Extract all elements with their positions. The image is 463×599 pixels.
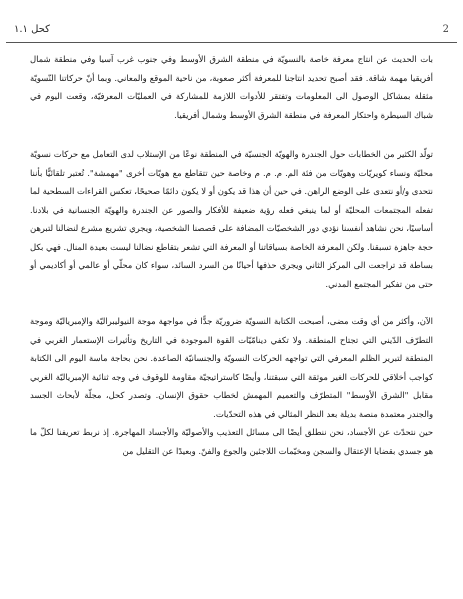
header-divider <box>6 42 457 43</box>
paragraph-gap <box>30 124 433 145</box>
paragraph-4: حين نتحدّث عن الأجساد، نحن ننطلق أيضًا الى مسائل التعذيب والأصوليّة والأجساد المهاجرة. إذ نربط تعريفنا لكلّ ما هو جسدي بقضايا الإعتقال والسجن ومخيّمات اللاجئين والجوع والفنّ. وبعيدًا عن التقليل من <box>30 427 433 456</box>
running-title: كحل ١.١ <box>14 24 50 35</box>
paragraph-2: تولّد الكثير من الخطابات حول الجندرة والهويّة الجنسيّة في المنطقة نوعًا من الإستلاب لدى التعامل مع حركات نسويّة محليّة ونساء كويريّات وهويّات من فئة الم. م. م. م وخاصة حين تتقاطع مع هويّات أخرى "مهمشة". تُعتبر تلقائيًّا بأننا نتحدى و/أو نتعدى على الوضع الراهن. في حين أن هذا قد يكون أو لا يكون دائمًا صحيحًا، تعكس القراءات السطحية لما تفعله المجتمعات المحليّة أو لما ينبغي فعله رؤية ضعيفة للأفكار والصور عن الجندرة والهويّة الجنسانية في بلادنا. أساسيًا، نحن نشاهد أنفسنا نؤدي دور الشخصيّات المضافة على قصصنا الشخصية، ويجري تشريع مشرع لنضالنا لتبرهن حجة جاهزة تسبقنا. ولكن المعرفة الخاصة بسياقاتنا أو المعرفة التي تشعر بتقاطع نضالنا ليست بعيدة المنال. فهي بكل بساطة قد تراجعت الى المركز الثاني ويجري حذفها أحيانًا من السرد السائد، سواء كان محلّي أو عالمي أو أكاديمي أو حتى من تفكير المجتمع المدني. <box>30 149 434 289</box>
page-number: 2 <box>442 24 449 35</box>
page-header <box>0 24 463 38</box>
paragraph-3: الآن، وأكثر من أي وقت مضى، أصبحت الكتابة النسويّة ضروريّة جدًّا في مواجهة موجة النيوليبراليّة والإمبرياليّة وموجة التطرّف الدّيني التي تجتاح المنطقة. ولا تكفي دينامّيّات القوة الموجودة في التاريخ وتأثيرات الإستعمار الغربي في المنطقة لتبرير الظلم المعرفي التي تواجهه الحركات النسويّة والجنسانيّة الصاعدة. نحن بحاجة ماسة اليوم الى الكتابة كواجب أخلاقي للحركات الغير موثقة التي سبقتنا، وأيضًا كاستراتيجيّة مقاومة للوقوف في وجه ثنائية الإمبرياليّة الغربي مقابل "الشرق الأوسط" المتطرّف والتعميم المهمش لخطاب حقوق الإنسان. وتصدر كحل، مجلّة لأبحاث الجسد والجندر معتمدة منصة بديلة بعد النظر المثالي في هذه التحدّيات. <box>30 316 433 419</box>
paragraph-1: بات الحديث عن انتاج معرفة خاصة بالنسويّة في منطقة الشرق الأوسط وفي جنوب غرب آسيا وفي منطقة شمال أفريقيا مهمة شاقة. فقد أصبح تحديد انتاجنا للمعرفة أكثر صعوبة، من ناحية الموقع والمعاني. وبما أنّ حركاتنا النّسويّة مثقلة بمشاكل الوصول الى المعلومات وتفتقر للأدوات اللازمة للمشاركة في العمليّات المعرفيّة، وقعت اليوم في شباك السيطرة واحتكار المعرفة في منطقة الشرق الأوسط وشمال أفريقيا. <box>30 54 433 120</box>
paragraph-gap <box>30 293 433 312</box>
article-body <box>30 50 433 460</box>
